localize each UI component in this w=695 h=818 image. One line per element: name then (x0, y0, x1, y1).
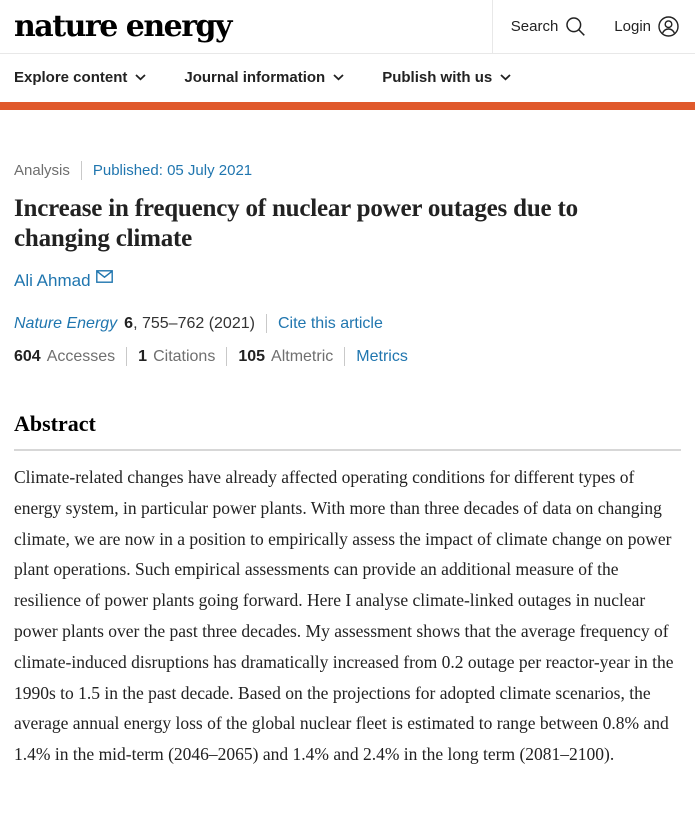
search-button[interactable] (511, 16, 587, 37)
search-icon (565, 16, 586, 37)
chevron-down-icon (135, 74, 146, 81)
metrics-bar (14, 347, 681, 366)
abstract-section (14, 411, 681, 770)
citation-pages: , 755–762 (2021) (133, 314, 255, 332)
altmetric-label: Altmetric (271, 347, 334, 365)
chevron-down-icon (333, 74, 344, 81)
separator (81, 161, 82, 180)
user-icon (658, 16, 679, 37)
article-title: Increase in frequency of nuclear power outages due to changing climate (14, 195, 578, 252)
altmetric-count: 105 (238, 347, 266, 365)
abstract-heading: Abstract (14, 411, 96, 436)
email-icon[interactable] (96, 270, 113, 283)
citations-label: Citations (153, 347, 216, 365)
nav-label: Explore content (14, 69, 128, 86)
section-divider (14, 449, 681, 451)
journal-link[interactable]: Nature Energy (14, 314, 118, 332)
nav-label: Journal information (184, 69, 326, 86)
author-row (14, 271, 681, 291)
metrics-link[interactable]: Metrics (356, 347, 408, 365)
search-label: Search (510, 18, 559, 35)
separator (344, 347, 345, 366)
separator (226, 347, 227, 366)
article-page (0, 161, 695, 770)
citation-volume: 6 (124, 314, 134, 332)
accesses-count: 604 (14, 347, 41, 365)
header-actions (492, 0, 695, 54)
nav-item-publish-with-us[interactable] (382, 69, 511, 86)
published-date: Published: 05 July 2021 (92, 162, 253, 179)
chevron-down-icon (500, 74, 511, 81)
separator (126, 347, 127, 366)
accesses-label: Accesses (46, 347, 116, 365)
login-button[interactable] (614, 16, 679, 37)
nav-label: Publish with us (382, 69, 493, 86)
abstract-text: Climate-related changes have already affected operating conditions for different types of energy system, in particular power plants. With more than three decades of data on changing climate, we are now in a position to empirically assess the impact of climate change on power plant operations. Such empirical assessments can provide an additional measure of the resilience of power plants going forward. Here I analyse climate-linked outages in nuclear power plants over the past three decades. My assessment shows that the average frequency of climate-induced disruptions has dramatically increased from 0.2 outage per reactor-year in the 1990s to 1.5 in the past decade. Based on the projections for adopted climate scenarios, the average annual energy loss of the global nuclear fleet is estimated to range between 0.8% and 1.4% in the mid-term (2046–2065) and 1.4% and 2.4% in the long term (2081–2100). (14, 467, 674, 765)
primary-nav (0, 54, 695, 102)
citations-count: 1 (138, 347, 148, 365)
separator (266, 314, 267, 333)
author-link[interactable]: Ali Ahmad (14, 271, 91, 290)
citation-line (14, 314, 681, 333)
article-category: Analysis (14, 162, 70, 179)
journal-logo[interactable]: nature energy (14, 8, 231, 44)
nav-item-explore-content[interactable] (14, 69, 146, 86)
nav-item-journal-information[interactable] (184, 69, 344, 86)
login-label: Login (614, 18, 651, 35)
article-meta-row (14, 161, 681, 180)
accent-bar (0, 102, 695, 110)
header-top-bar (0, 0, 695, 54)
cite-article-link[interactable]: Cite this article (277, 314, 383, 332)
site-header (0, 0, 695, 110)
